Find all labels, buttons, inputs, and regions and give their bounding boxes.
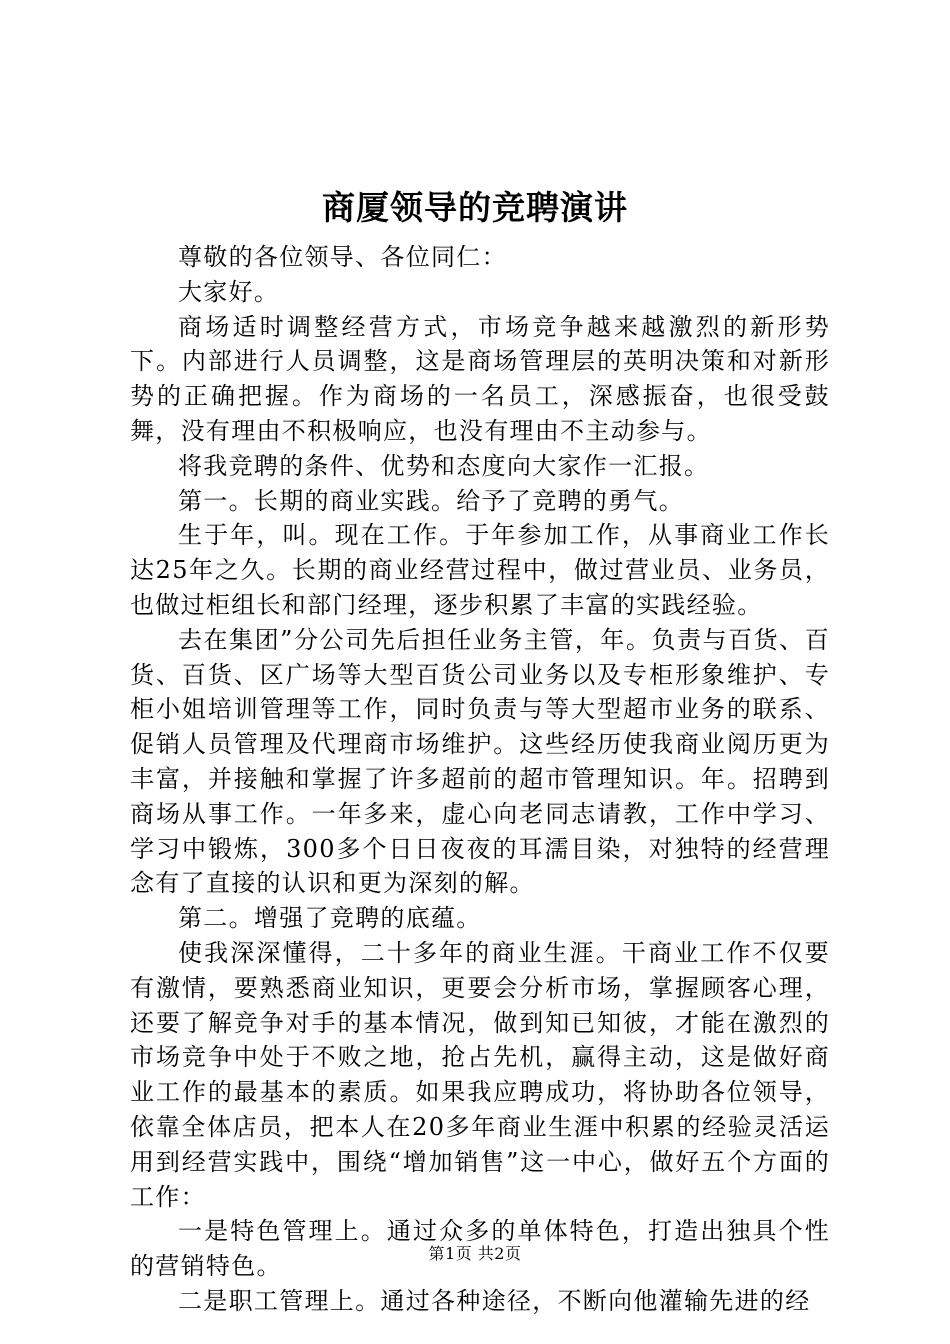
paragraph-plan: 使我深深懂得，二十多年的商业生涯。干商业工作不仅要有激情，要熟悉商业知识，更要会分析市场，掌握顾客心理，还要了解竞争对手的基本情况，做到知已知彼，才能在激烈的市场竞争中处于不败之地，抢占先机，赢得主动，这是做好商业工作的最基本的素质。如果我应聘成功，将协助各位领导，依靠全体店员，把本人在20多年商业生涯中积累的经验灵活运用到经营实践中，围绕“增加销售”这一中心，做好五个方面的工作：	[130, 938, 830, 1211]
paragraph-greeting: 大家好。	[178, 277, 280, 306]
paragraph-intro: 商场适时调整经营方式，市场竞争越来越激烈的新形势下。内部进行人员调整，这是商场管理层的英明决策和对新形势的正确把握。作为商场的一名员工，深感振奋，也很受鼓舞，没有理由不积极响应，也没有理由不主动参与。	[130, 312, 830, 445]
document-body	[130, 240, 830, 1319]
paragraph-item-one: 一是特色管理上。通过众多的单体特色，打造出独具个性的营销特色。	[130, 1217, 830, 1281]
paragraph-item-two: 二是职工管理上。通过各种途径，不断向他灌输先进的经	[178, 1286, 811, 1315]
paragraph-salutation: 尊敬的各位领导、各位同仁：	[178, 243, 507, 271]
paragraph-background: 生于年，叫。现在工作。于年参加工作，从事商业工作长达25年之久。长期的商业经营过程中，做过营业员、业务员，也做过柜组长和部门经理，逐步积累了丰富的实践经验。	[130, 521, 830, 619]
document-title: 商厦领导的竞聘演讲	[322, 188, 628, 227]
paragraph-experience: 去在集团”分公司先后担任业务主管，年。负责与百货、百货、百货、区广场等大型百货公司业务以及专柜形象维护、专柜小姐培训管理等工作，同时负责与等大型超市业务的联系、促销人员管理及代理商市场维护。这些经历使我商业阅历更为丰富，并接触和掌握了许多超前的超市管理知识。年。招聘到商场从事工作。一年多来，虚心向老同志请教，工作中学习、学习中锻炼，300多个日日夜夜的耳濡目染，对独特的经营理念有了直接的认识和更为深刻的解。	[130, 625, 830, 898]
paragraph-report: 将我竞聘的条件、优势和态度向大家作一汇报。	[178, 451, 710, 480]
page-footer: 第1页 共2页	[428, 1244, 522, 1263]
paragraph-heading-first: 第一。长期的商业实践。给予了竞聘的勇气。	[178, 486, 684, 515]
paragraph-heading-second: 第二。增强了竞聘的底蕴。	[178, 904, 482, 933]
